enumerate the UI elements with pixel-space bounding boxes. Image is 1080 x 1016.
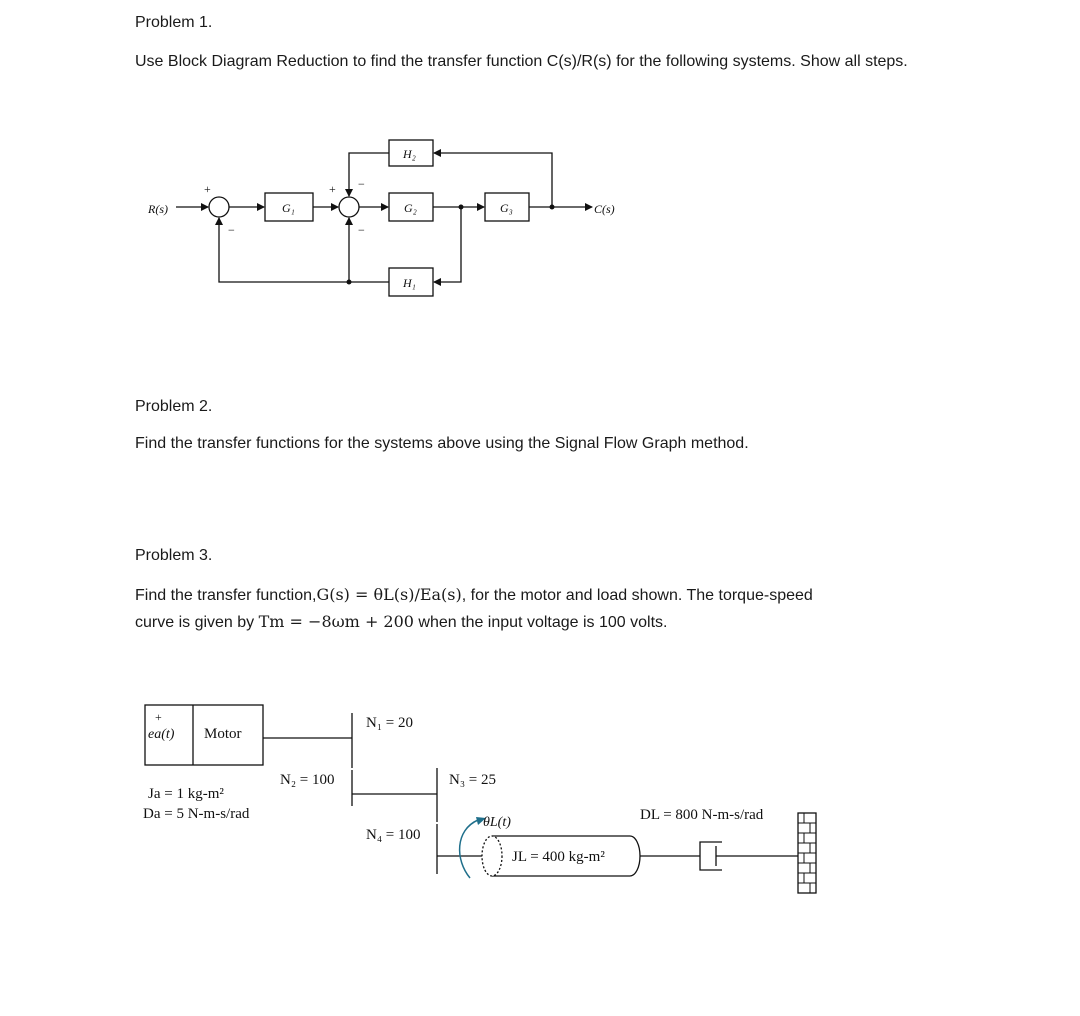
problem3-line2-prefix: curve is given by [135,614,255,631]
motor-label: Motor [204,726,242,742]
problem3-line2 [135,612,667,632]
problem3-line1-suffix: , for the motor and load shown. The torque-speed [461,587,813,604]
sj2-plus-sign: + [329,182,336,196]
jl-label: JL = 400 kg-m² [512,849,605,865]
sj1-minus-sign: − [228,223,235,237]
problem2-statement: Find the transfer functions for the systems above using the Signal Flow Graph method. [135,435,749,452]
transfer-function-formula: G(s) = θL(s)/Ea(s) [316,585,462,604]
output-label-cs: C(s) [594,202,615,216]
ea-label: ea(t) [148,727,175,742]
n4-label: N₄ = 100 [366,827,421,843]
block-g2-label: G₂ [404,201,417,215]
sj2-minus-sign-bottom: − [358,223,365,237]
theta-label: θL(t) [483,815,511,830]
da-label: Da = 5 N-m-s/rad [143,806,250,822]
problem2-heading: Problem 2. [135,398,213,415]
input-label-rs: R(s) [148,202,168,216]
summing-junction-2 [339,197,359,217]
problem3-line2-suffix: when the input voltage is 100 volts. [418,614,668,631]
block-g3-label: G₃ [500,201,513,215]
n1-label: N₁ = 20 [366,715,414,731]
problem1-heading: Problem 1. [135,14,213,31]
block-h1-label: H₁ [403,276,416,290]
ea-plus-sign: + [155,710,162,724]
n2-label: N₂ = 100 [280,772,335,788]
block-g1-label: G₁ [282,201,295,215]
sj1-plus-sign: + [204,182,211,196]
sj2-minus-sign-top: − [358,177,365,191]
n3-label: N₃ = 25 [449,772,497,788]
pickoff-point-h1 [347,280,352,285]
problem3-heading: Problem 3. [135,547,213,564]
torque-speed-formula: Tm = −8ωm + 200 [258,612,414,631]
block-h2-label: H₂ [403,147,416,161]
problem3-line1 [135,585,813,605]
summing-junction-1 [209,197,229,217]
dl-label: DL = 800 N-m-s/rad [640,807,764,823]
problem1-statement: Use Block Diagram Reduction to find the transfer function C(s)/R(s) for the following systems. Show all steps. [135,53,908,70]
theta-rotation-arrow [460,820,478,878]
problem3-line1-prefix: Find the transfer function, [135,587,317,604]
ja-label: Ja = 1 kg-m² [148,786,224,802]
